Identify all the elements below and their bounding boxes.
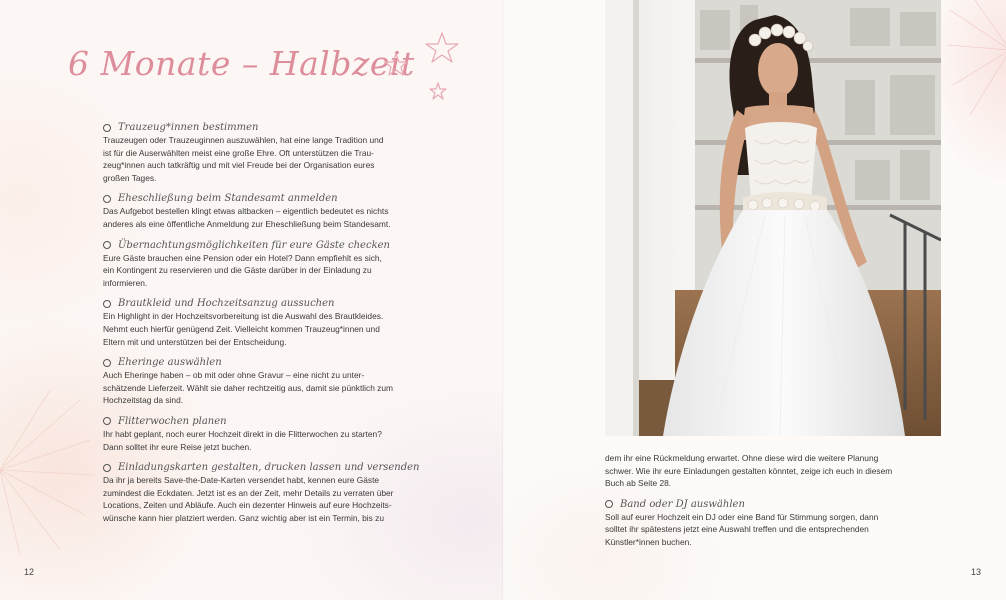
text-line: Nehmt euch hierfür genügend Zeit. Vielleicht kommen Trauzeug*innen und: [103, 323, 380, 334]
checkbox-circle-icon: [605, 500, 613, 508]
dandelion-decoration-icon: [0, 380, 100, 560]
checkbox-circle-icon: [103, 195, 111, 203]
text-line: Da ihr ja bereits Save-the-Date-Karten versendet habt, kennen eure Gäste: [103, 475, 380, 486]
text-line: Trauzeugen oder Trauzeuginnen auszuwählen, hat eine lange Tradition und: [103, 135, 384, 145]
checkbox-circle-icon: [103, 359, 111, 367]
text-line: zeug*innen auch tatkräftig und mit viel Freude bei der Organisation eures: [103, 160, 375, 171]
text-line: Das Aufgebot bestellen klingt etwas altbacken – eigentlich bedeutet es nichts: [103, 206, 389, 217]
checklist-item-title: Eheringe auswählen: [118, 357, 222, 369]
page-title: 6 Monate – Halbzeit: [68, 44, 415, 83]
checklist-item-title: Einladungskarten gestalten, drucken lassen und versenden: [118, 462, 420, 474]
page-number-right: 13: [971, 567, 982, 577]
checklist-item: [103, 122, 425, 184]
page-number-left: 12: [24, 567, 35, 577]
text-line: informieren.: [103, 277, 148, 288]
text-line: solltet ihr spätestens jetzt eine Auswahl treffen und die entsprechenden: [605, 524, 869, 535]
checklist-item-title: Eheschließung beim Standesamt anmelden: [118, 193, 338, 205]
text-line: schätzende Lieferzeit. Wählt sie daher rechtzeitig aus, damit sie pünktlich zum: [103, 382, 394, 393]
text-line: Hochzeitstag da sind.: [103, 395, 184, 406]
dandelion-decoration-right-icon: [945, 0, 1006, 120]
stars-icon: [378, 28, 468, 108]
continuation-paragraph: [605, 452, 935, 490]
text-line: Dann solltet ihr eure Reise jetzt buchen.: [103, 441, 252, 452]
checklist-item-text: [103, 310, 425, 348]
text-line: zumindest die Eckdaten. Jetzt ist es an der Zeit, mehr Details zu verraten über: [103, 487, 394, 498]
text-line: ist für die Auserwählten meist eine große Ehre. Oft unterstützen die Trau-: [103, 147, 374, 158]
text-line: Eure Gäste brauchen eine Pension oder ein Hotel? Dann empfiehlt es sich,: [103, 252, 382, 263]
checklist-item-text: [103, 474, 425, 524]
text-line: großen Tages.: [103, 172, 157, 183]
checklist-item-title: Übernachtungsmöglichkeiten für eure Gäste checken: [118, 239, 390, 251]
checklist-item: [103, 240, 425, 290]
checklist-item: [103, 462, 425, 524]
checklist-item-title: Flitterwochen planen: [118, 415, 227, 427]
checkbox-circle-icon: [103, 417, 111, 425]
text-line: anderes als eine öffentliche Anmeldung zur Eheschließung beim Standesamt.: [103, 218, 391, 229]
checklist: [103, 122, 425, 533]
checklist-item: [103, 193, 425, 230]
text-line: Ihr habt geplant, noch eurer Hochzeit direkt in die Flitterwochen zu starten?: [103, 428, 382, 439]
text-line: Auch Eheringe haben – ob mit oder ohne Gravur – eine nicht zu unter-: [103, 370, 365, 381]
bride-photo: [605, 0, 941, 436]
checkbox-circle-icon: [103, 464, 111, 472]
text-line: Ein Highlight in der Hochzeitsvorbereitung ist die Auswahl des Brautkleides.: [103, 311, 384, 322]
text-line: Locations, Zeiten und Abläufe. Auch ein dezenter Hinweis auf eure Hochzeits-: [103, 500, 392, 511]
text-line: Künstler*innen buchen.: [605, 536, 692, 547]
checkbox-circle-icon: [103, 124, 111, 132]
text-line: wünsche kann hier platziert werden. Ganz wichtig aber ist ein Termin, bis zu: [103, 512, 385, 523]
checkbox-circle-icon: [103, 300, 111, 308]
text-line: dem ihr eine Rückmeldung erwartet. Ohne diese wird die weitere Planung: [605, 453, 879, 463]
right-page-text: [605, 452, 935, 558]
book-gutter: [502, 0, 504, 600]
checklist-item: [103, 357, 425, 407]
checklist-item-text: [103, 205, 425, 230]
text-line: Eltern mit und unterstützen bei der Entscheidung.: [103, 336, 287, 347]
checklist-item-text: [103, 134, 425, 184]
text-line: ein Kontingent zu reservieren und die Gäste darüber in der Einladung zu: [103, 265, 372, 276]
checklist-item-title: Trauzeug*innen bestimmen: [118, 122, 259, 133]
checkbox-circle-icon: [103, 241, 111, 249]
checklist-item-title: Brautkleid und Hochzeitsanzug aussuchen: [118, 298, 335, 310]
text-line: Buch ab Seite 28.: [605, 478, 672, 489]
text-line: schwer. Wie ihr eure Einladungen gestalten könntet, zeige ich euch in diesem: [605, 465, 893, 476]
checklist-item: [103, 298, 425, 348]
checklist-item: [103, 416, 425, 453]
checklist-item-text: [605, 511, 935, 549]
checklist-item-text: [103, 369, 425, 407]
checklist-item: [605, 499, 935, 549]
text-line: Soll auf eurer Hochzeit ein DJ oder eine Band für Stimmung sorgen, dann: [605, 511, 879, 522]
checklist-item-text: [103, 252, 425, 290]
checklist-item-title: Band oder DJ auswählen: [620, 498, 745, 510]
checklist-item-text: [103, 428, 425, 453]
